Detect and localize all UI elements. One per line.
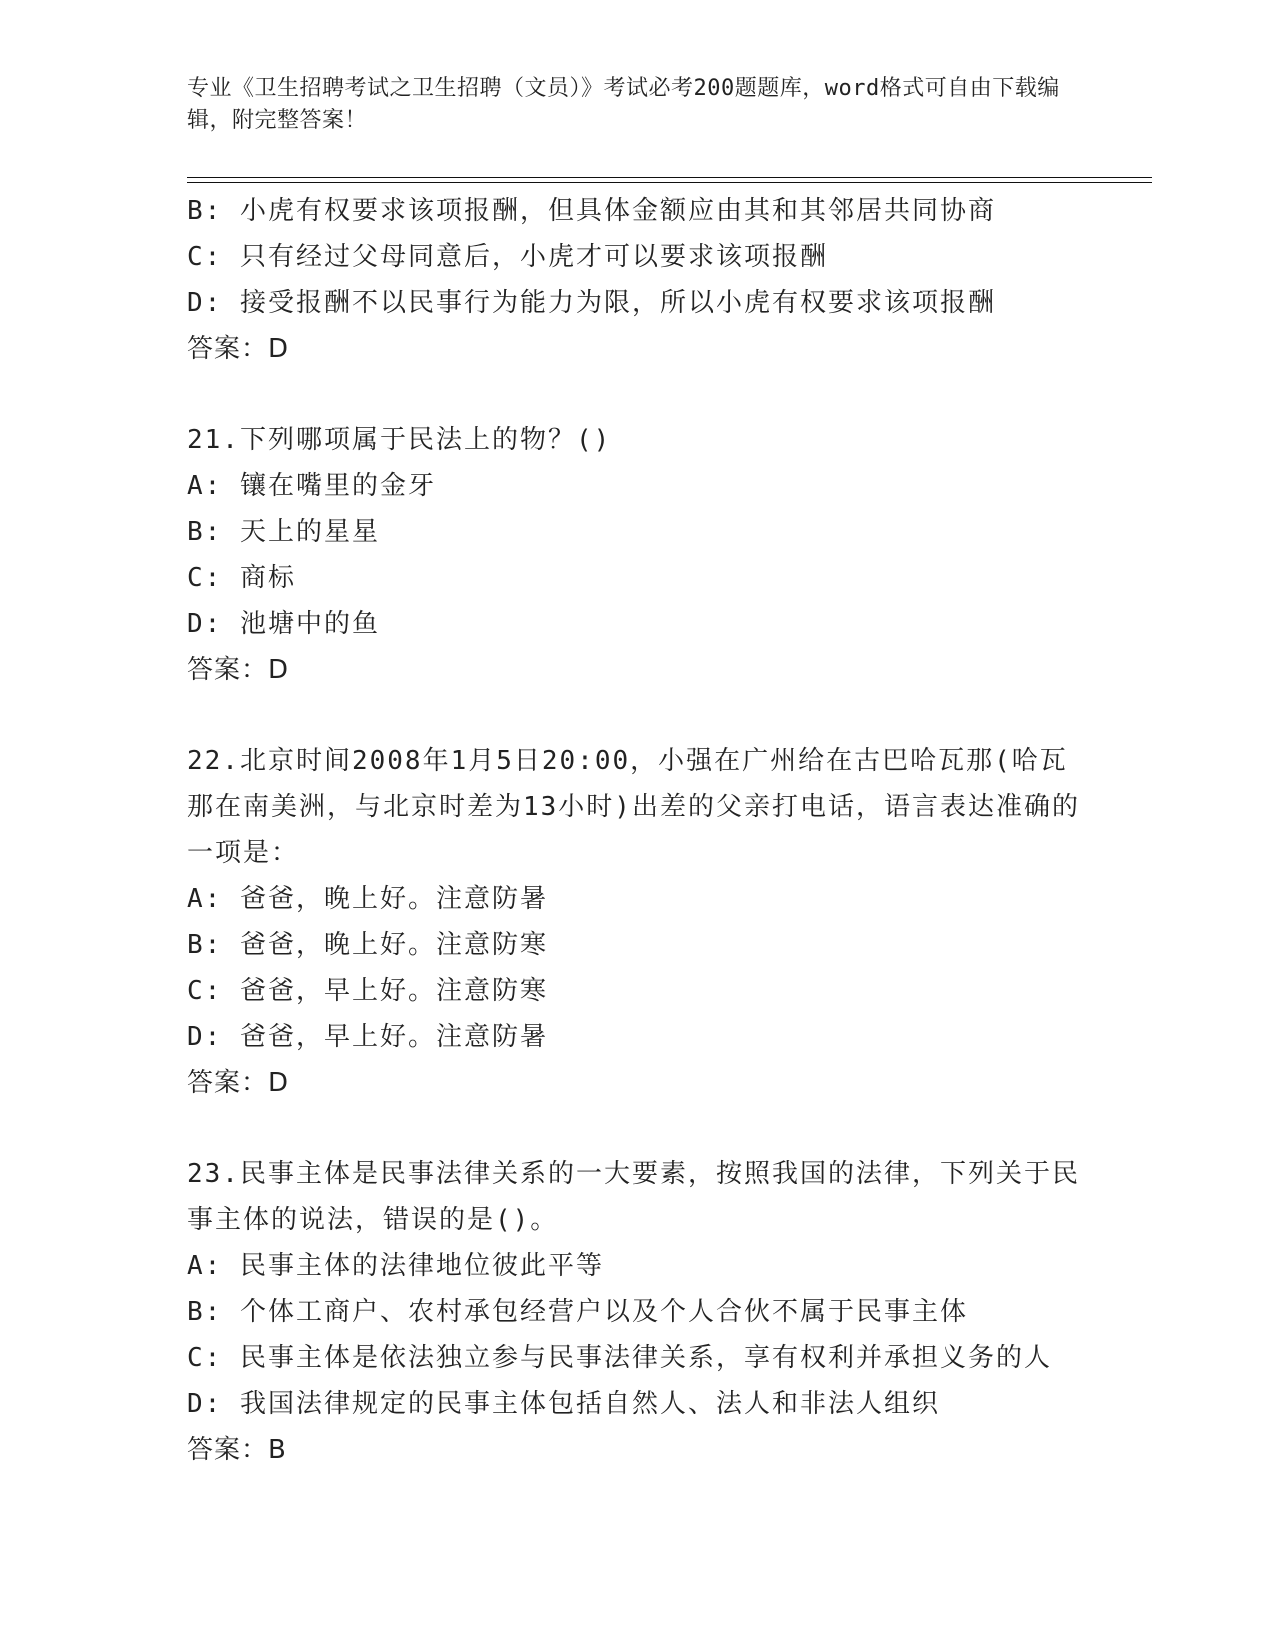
option-d: D: 接受报酬不以民事行为能力为限，所以小虎有权要求该项报酬 <box>187 288 996 318</box>
question-block-23 <box>187 1151 1087 1473</box>
option-b: B: 天上的星星 <box>187 517 380 547</box>
question-stem: 21.下列哪项属于民法上的物？() <box>187 425 612 455</box>
option-c: C: 只有经过父母同意后，小虎才可以要求该项报酬 <box>187 242 828 272</box>
option-b: B: 个体工商户、农村承包经营户以及个人合伙不属于民事主体 <box>187 1297 968 1327</box>
document-header: 专业《卫生招聘考试之卫生招聘（文员）》考试必考200题题库，word格式可自由下载编辑，附完整答案！ <box>187 76 1060 133</box>
option-a: A: 爸爸，晚上好。注意防暑 <box>187 884 548 914</box>
option-c: C: 商标 <box>187 563 296 593</box>
header-rule-top <box>187 177 1152 178</box>
option-b: B: 小虎有权要求该项报酬，但具体金额应由其和其邻居共同协商 <box>187 196 996 226</box>
question-block-22 <box>187 738 1087 1106</box>
question-stem: 22.北京时间2008年1月5日20:00，小强在广州给在古巴哈瓦那(哈瓦那在南美洲，与北京时差为13小时)出差的父亲打电话，语言表达准确的一项是： <box>187 746 1080 868</box>
document-body <box>187 188 1087 1473</box>
question-block-21 <box>187 417 1087 693</box>
answer-line: 答案：B <box>187 1435 287 1465</box>
answer-line: 答案：D <box>187 1068 290 1098</box>
answer-line: 答案：D <box>187 655 290 685</box>
option-a: A: 民事主体的法律地位彼此平等 <box>187 1251 604 1281</box>
option-d: D: 我国法律规定的民事主体包括自然人、法人和非法人组织 <box>187 1389 940 1419</box>
header-rule-bottom <box>187 182 1152 183</box>
option-c: C: 民事主体是依法独立参与民事法律关系，享有权利并承担义务的人 <box>187 1343 1052 1373</box>
question-stem: 23.民事主体是民事法律关系的一大要素，按照我国的法律，下列关于民事主体的说法，错误的是()。 <box>187 1159 1080 1235</box>
option-d: D: 爸爸，早上好。注意防暑 <box>187 1022 548 1052</box>
option-a: A: 镶在嘴里的金牙 <box>187 471 436 501</box>
question-block-continued <box>187 188 1087 372</box>
option-d: D: 池塘中的鱼 <box>187 609 380 639</box>
option-b: B: 爸爸，晚上好。注意防寒 <box>187 930 548 960</box>
option-c: C: 爸爸，早上好。注意防寒 <box>187 976 548 1006</box>
answer-line: 答案：D <box>187 334 290 364</box>
